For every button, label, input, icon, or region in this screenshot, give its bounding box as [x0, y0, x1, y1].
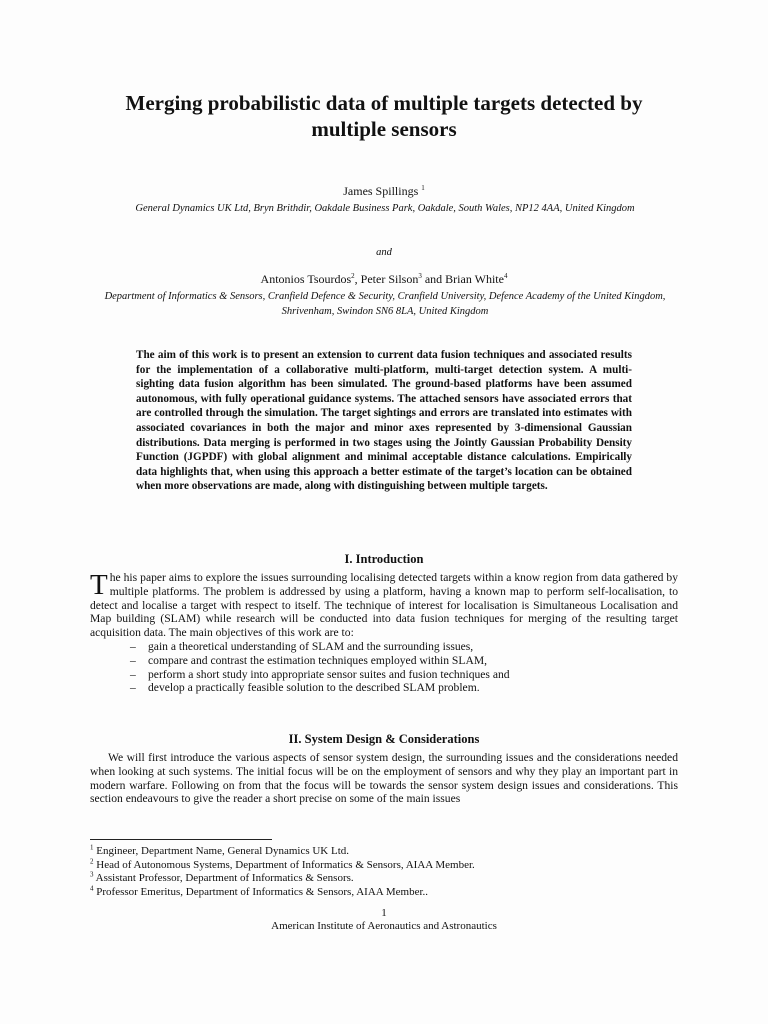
footnote-text: Engineer, Department Name, General Dynamics UK Ltd.: [93, 845, 350, 857]
affiliation-1: General Dynamics UK Ltd, Bryn Brithdir, Oakdale Business Park, Oakdale, South Wales, NP12 4AA, United Kingdom: [135, 203, 635, 214]
author-name: Brian White: [445, 272, 504, 286]
section-heading-introduction: I. Introduction: [344, 552, 424, 566]
list-item-text: perform a short study into appropriate sensor suites and fusion techniques and: [148, 667, 510, 681]
bullet-dash: –: [130, 639, 136, 653]
author-name: Peter Silson: [360, 272, 419, 286]
list-item: [90, 640, 678, 654]
footnotes: [90, 845, 678, 899]
footnote: [90, 872, 678, 886]
bullet-dash: –: [130, 681, 136, 695]
author-separator: and: [421, 272, 446, 286]
objectives-list: [90, 640, 678, 695]
and-separator: and: [376, 247, 392, 258]
system-design-paragraph: We will first introduce the various aspects of sensor system design, the surrounding issues and the considerations needed when looking at such systems. The initial focus will be on the employment of sensors and why they play an important part in modern warfare. Following on from that the focus will be towards the sensor system design issues and considerations. This section endeavours to give the reader a short precise on some of the main issues: [90, 751, 678, 806]
footnote: [90, 886, 678, 900]
author-name: James Spillings: [343, 184, 419, 198]
page-footer: American Institute of Aeronautics and Astronautics: [271, 920, 497, 932]
list-item: [90, 668, 678, 682]
page-number: 1: [381, 907, 387, 919]
list-item-text: gain a theoretical understanding of SLAM and the surrounding issues,: [148, 639, 474, 653]
bullet-dash: –: [130, 667, 136, 681]
footnote-number: 4: [90, 884, 94, 893]
author-line-1: [0, 184, 768, 199]
footnote-number: 1: [90, 843, 94, 852]
footnote-text: Assistant Professor, Department of Informatics & Sensors.: [93, 872, 354, 885]
paper-title: Merging probabilistic data of multiple targets detected by multiple sensors: [125, 91, 643, 141]
affiliation-2: Department of Informatics & Sensors, Cranfield Defence & Security, Cranfield University, Defence Academy of the United Kingdom, Shrivenham, Swindon SN6 8LA, United Kingdom: [104, 291, 666, 317]
author-line-2: [0, 272, 768, 287]
author-name: Antonios Tsourdos: [260, 272, 352, 286]
author-footnote-marker: 1: [421, 184, 425, 192]
section-heading-system-design: II. System Design & Considerations: [288, 732, 480, 746]
author-footnote-marker: 4: [503, 272, 508, 280]
footnote-text: Head of Autonomous Systems, Department of Informatics & Sensors, AIAA Member.: [93, 858, 475, 871]
abstract: The aim of this work is to present an extension to current data fusion techniques and associated results for the implementation of a collaborative multi-platform, multi-target detection system. A multi-sighting data fusion algorithm has been simulated. The ground-based platforms have been assumed autonomous, with fully operational guidance systems. The attached sensors have associated errors that are controlled through the simulation. The target sightings and errors are translated into estimates with associated covariances in both the major and minor axes represented by 3-dimensional Gaussian distributions. Data merging is performed in two stages using the Jointly Gaussian Probability Density Function (JGPDF) with global alignment and minimal acceptable distance calculations. Empirically data highlights that, when using this approach a better estimate of the target’s location can be obtained when more observations are made, along with distinguishing between multiple targets.: [136, 349, 632, 493]
footnote: [90, 856, 678, 873]
footnote: [90, 845, 678, 859]
drop-cap: T: [90, 569, 108, 601]
author-footnote-marker: 3: [418, 272, 422, 280]
footnote-number: 2: [90, 856, 94, 865]
list-item-text: develop a practically feasible solution to the described SLAM problem.: [148, 681, 480, 695]
introduction-body: [90, 571, 678, 695]
author-separator: ,: [354, 272, 361, 286]
bullet-dash: –: [130, 653, 136, 667]
footnote-number: 3: [90, 870, 94, 879]
author-footnote-marker: 2: [351, 272, 355, 280]
introduction-paragraph: he his paper aims to explore the issues surrounding localising detected targets within a know region from data gathered by multiple platforms. The problem is addressed by using a platform, having a known map to perform self-localisation, to detect and localise a target with respect to itself. The technique of interest for localisation is Simultaneous Localisation and Map building (SLAM) while research will be conducted into data fusion techniques for merging of the resulting target acquisition data. The main objectives of this work are to:: [90, 571, 678, 640]
list-item-text: compare and contrast the estimation techniques employed within SLAM,: [148, 653, 488, 667]
footnote-text: Professor Emeritus, Department of Informatics & Sensors, AIAA Member..: [93, 885, 429, 898]
list-item: [90, 681, 678, 695]
list-item: [90, 654, 678, 668]
footnote-divider: [90, 839, 272, 840]
